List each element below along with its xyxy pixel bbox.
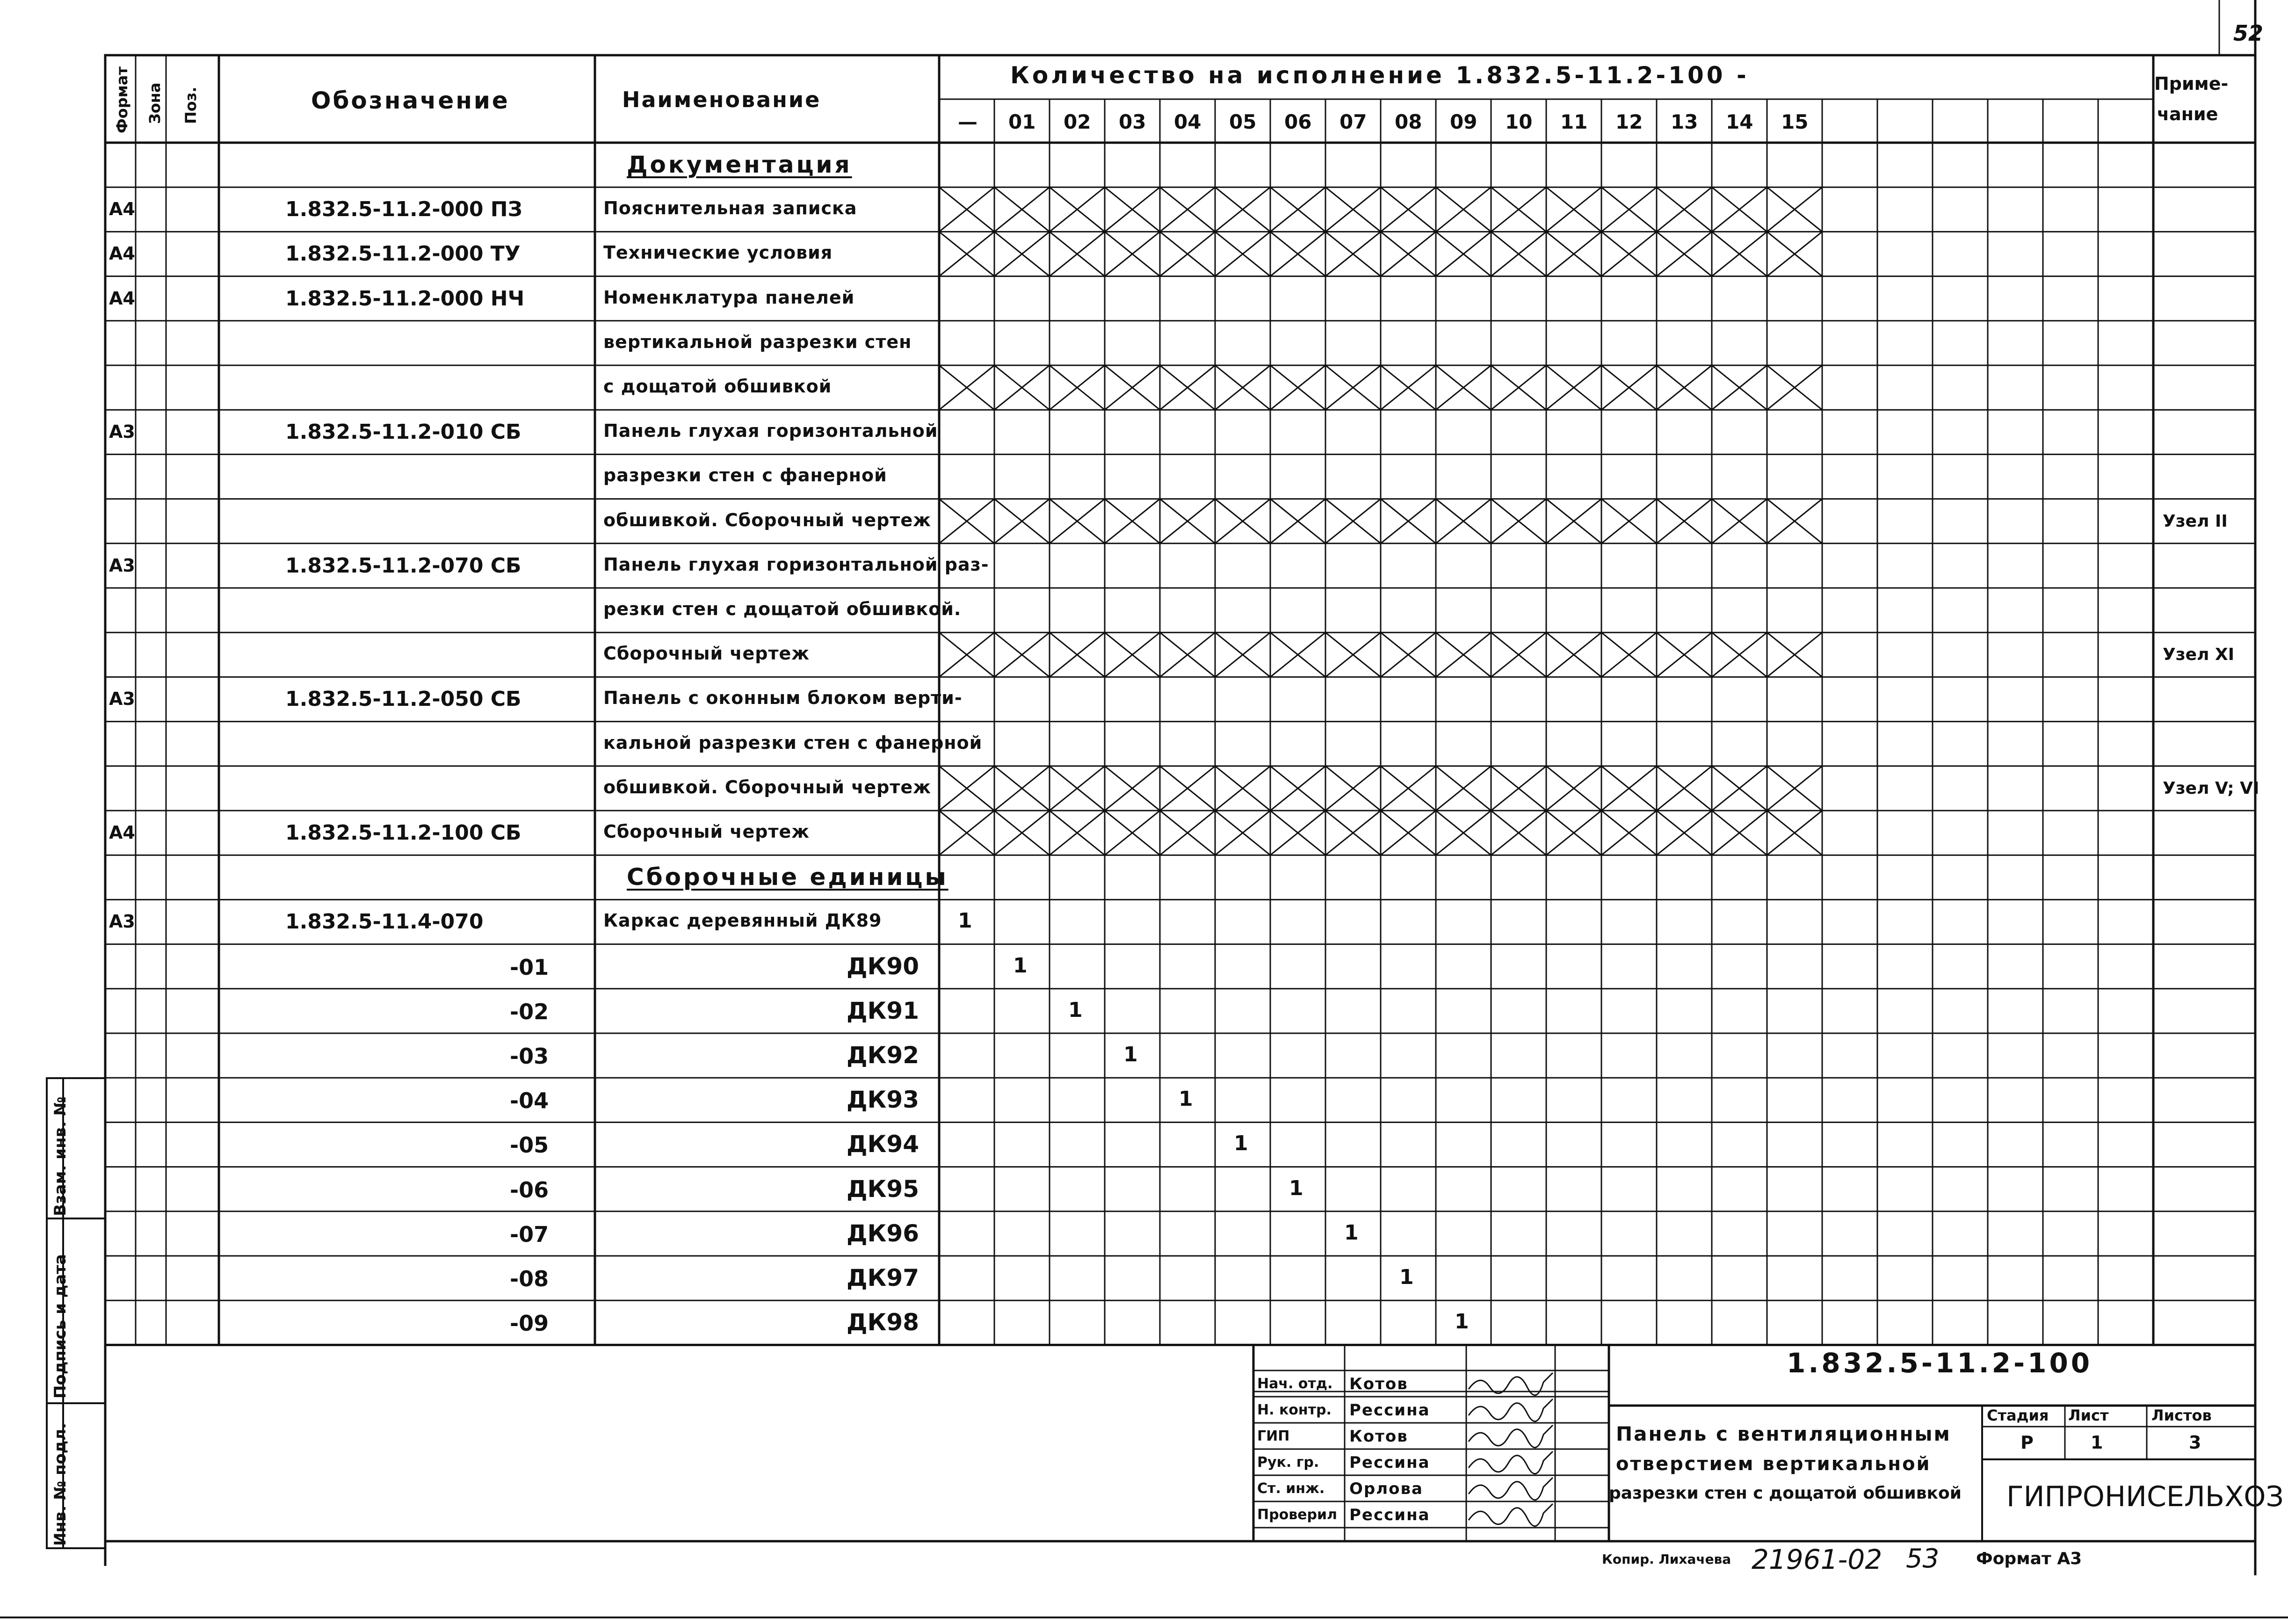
title-block-title-line3: разрезки стен с дощатой обшивкой [1609, 1484, 1962, 1503]
row-format: А3 [109, 421, 135, 442]
row-designation: 1.832.5-11.2-100 СБ [285, 821, 521, 845]
footer-copied-by: Копир. Лихачева [1602, 1552, 1731, 1567]
variant-label: 03 [1119, 110, 1146, 133]
header-zone: Зона [146, 82, 164, 124]
row-quantity: 1 [1344, 1220, 1359, 1245]
header-note-line1: Приме- [2154, 73, 2229, 94]
row-format: А3 [109, 555, 135, 576]
row-name: кальной разрезки стен с фанерной [603, 732, 983, 753]
header-pos: Поз. [182, 87, 200, 124]
signature-role: Рук. гр. [1257, 1454, 1319, 1471]
row-name: разрезки стен с фанерной [603, 465, 887, 486]
row-format: А4 [109, 243, 135, 264]
row-note: Узел II [2163, 511, 2228, 531]
row-designation: 1.832.5-11.2-070 СБ [285, 553, 521, 578]
signature-name: Котов [1349, 1427, 1408, 1446]
signature-name: Орлова [1349, 1479, 1423, 1498]
row-name: ДК91 [847, 997, 919, 1024]
row-name: ДК98 [847, 1309, 919, 1336]
variant-label: 01 [1008, 110, 1036, 133]
section-heading: Сборочные единицы [627, 863, 949, 891]
page-number: 52 [2233, 21, 2264, 46]
row-designation: 1.832.5-11.4-070 [285, 910, 484, 934]
row-designation: -08 [510, 1266, 549, 1291]
row-name: обшивкой. Сборочный чертеж [603, 776, 931, 798]
row-designation: -04 [510, 1088, 549, 1114]
signature-name: Рессина [1349, 1401, 1430, 1420]
row-designation: 1.832.5-11.2-000 ТУ [285, 242, 521, 266]
variant-label: 14 [1726, 110, 1753, 133]
side-stamp-inv-podl: Инв. № подл. [51, 1422, 70, 1546]
row-quantity: 1 [1068, 998, 1083, 1022]
row-designation: -01 [510, 954, 549, 980]
signature-scribble [1469, 1504, 1553, 1526]
row-designation: 1.832.5-11.2-000 НЧ [285, 286, 525, 311]
signature-role: ГИП [1257, 1428, 1290, 1444]
row-quantity: 1 [958, 909, 972, 933]
row-format: А3 [109, 689, 135, 710]
sheets-label: Листов [2151, 1406, 2212, 1424]
row-quantity: 1 [1399, 1265, 1414, 1289]
variant-label: 05 [1229, 110, 1257, 133]
row-name: Сборочный чертеж [603, 821, 810, 842]
signature-role: Проверил [1257, 1507, 1337, 1523]
signature-name: Котов [1349, 1375, 1408, 1393]
variant-label: 04 [1174, 110, 1202, 133]
row-name: Каркас деревянный ДК89 [603, 910, 882, 931]
row-name: Панель с оконным блоком верти- [603, 688, 963, 709]
row-designation: -07 [510, 1221, 549, 1247]
variant-label: 13 [1671, 110, 1698, 133]
row-quantity: 1 [1013, 953, 1028, 978]
signature-scribble [1469, 1451, 1553, 1474]
variant-label: 02 [1064, 110, 1091, 133]
signature-scribble [1469, 1425, 1553, 1448]
row-designation: 1.832.5-11.2-000 ПЗ [285, 197, 522, 222]
sheet-value: 1 [2091, 1432, 2103, 1453]
header-quantity-title: Количество на исполнение 1.832.5-11.2-100 - [1010, 62, 1749, 89]
header-name: Наименование [622, 87, 821, 112]
variant-label: 07 [1339, 110, 1367, 133]
row-name: обшивкой. Сборочный чертеж [603, 509, 931, 530]
row-quantity: 1 [1234, 1131, 1248, 1156]
side-stamp-vzam-inv: Взам. инв. № [51, 1096, 70, 1216]
stage-label: Стадия [1987, 1406, 2049, 1424]
row-designation: -03 [510, 1044, 549, 1069]
row-designation: -02 [510, 999, 549, 1024]
signature-scribble [1469, 1399, 1553, 1421]
variant-label: 10 [1505, 110, 1533, 133]
row-designation: 1.832.5-11.2-050 СБ [285, 687, 521, 711]
row-name: ДК97 [847, 1264, 919, 1291]
row-designation: 1.832.5-11.2-010 СБ [285, 420, 521, 444]
row-note: Узел V; VI [2163, 778, 2259, 798]
row-name: резки стен с дощатой обшивкой. [603, 599, 962, 619]
section-heading: Документация [627, 151, 852, 178]
row-designation: -09 [510, 1311, 549, 1336]
row-designation: -06 [510, 1177, 549, 1203]
header-note-line2: чание [2157, 104, 2218, 124]
footer-archive-number: 21961-02 [1752, 1544, 1883, 1575]
signature-name: Рессина [1349, 1453, 1430, 1472]
variant-label: 09 [1450, 110, 1477, 133]
row-quantity: 1 [1455, 1310, 1469, 1334]
row-quantity: 1 [1179, 1087, 1193, 1111]
signature-scribble [1469, 1478, 1553, 1500]
variant-label: 15 [1781, 110, 1809, 133]
variant-label: 12 [1615, 110, 1643, 133]
title-block-title-line1: Панель с вентиляционным [1616, 1422, 1951, 1445]
signature-role: Ст. инж. [1257, 1480, 1325, 1497]
row-name: ДК95 [847, 1175, 919, 1203]
row-format: А4 [109, 288, 135, 309]
title-block-title-line2: отверстием вертикальной [1616, 1453, 1931, 1475]
variant-label: — [958, 110, 977, 133]
row-name: ДК94 [847, 1131, 919, 1158]
row-quantity: 1 [1289, 1176, 1303, 1200]
sheets-value: 3 [2189, 1432, 2201, 1453]
footer-page-ref: 53 [1906, 1544, 1940, 1574]
row-format: А4 [109, 199, 135, 220]
row-name: Пояснительная записка [603, 198, 857, 219]
row-designation: -05 [510, 1132, 549, 1158]
row-name: Номенклатура панелей [603, 287, 855, 308]
row-note: Узел XI [2163, 645, 2235, 665]
row-name: с дощатой обшивкой [603, 376, 832, 397]
row-name: ДК93 [847, 1086, 919, 1114]
row-name: ДК90 [847, 952, 919, 980]
organization-name: ГИПРОНИСЕЛЬХОЗ [2006, 1480, 2284, 1513]
row-format: А4 [109, 822, 135, 843]
header-format: Формат [113, 66, 131, 133]
side-stamp-signature-date: Подпись и дата [51, 1254, 70, 1399]
signature-role: Н. контр. [1257, 1402, 1332, 1418]
header-designation: Обозначение [311, 87, 510, 114]
row-name: Технические условия [603, 242, 833, 263]
row-name: Сборочный чертеж [603, 643, 810, 664]
footer-format-label: Формат А3 [1976, 1549, 2082, 1568]
stage-value: Р [2020, 1432, 2034, 1453]
title-block-code: 1.832.5-11.2-100 [1787, 1347, 2093, 1379]
variant-label: 08 [1395, 110, 1422, 133]
row-name: вертикальной разрезки стен [603, 331, 912, 352]
row-name: ДК92 [847, 1042, 919, 1069]
row-format: А3 [109, 911, 135, 932]
row-quantity: 1 [1123, 1043, 1138, 1066]
signature-role: Нач. отд. [1257, 1376, 1333, 1392]
row-name: Панель глухая горизонтальной раз- [603, 554, 989, 575]
sheet-label: Лист [2068, 1406, 2109, 1424]
row-name: Панель глухая горизонтальной [603, 420, 938, 442]
variant-label: 06 [1284, 110, 1312, 133]
signature-name: Рессина [1349, 1506, 1430, 1524]
variant-label: 11 [1560, 110, 1588, 133]
row-name: ДК96 [847, 1219, 919, 1247]
